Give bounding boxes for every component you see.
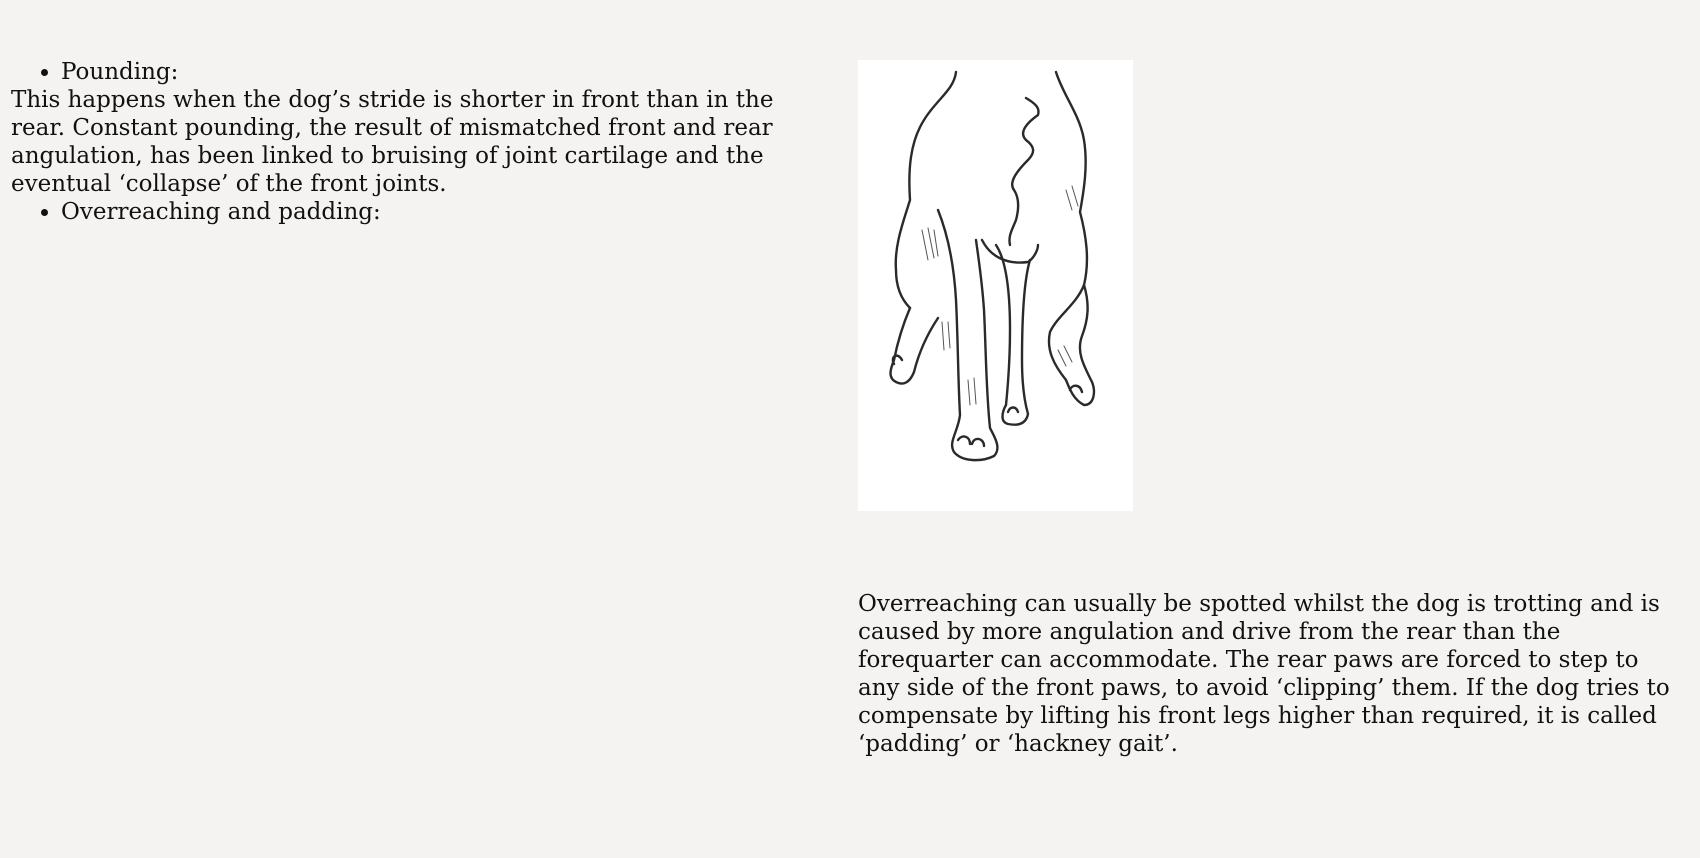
dog-legs-sketch-icon (858, 60, 1133, 511)
overreaching-list (11, 198, 831, 226)
overreaching-paragraph: Overreaching can usually be spotted whilst the dog is trotting and is caused by more angulation and drive from the rear than the forequarter can accommodate. The rear paws are forced to step to any side of the front paws, to avoid ‘clipping’ them. If the dog tries to compensate by lifting his front legs higher than required, it is called ‘padding’ or ‘hackney gait’. (858, 591, 1670, 757)
pounding-list (11, 58, 831, 86)
right-column (858, 60, 1658, 511)
overreaching-heading: • Overreaching and padding: (61, 198, 831, 226)
pounding-heading: • Pounding: (61, 58, 831, 86)
pounding-paragraph: This happens when the dog’s stride is shorter in front than in the rear. Constant pounding, the result of mismatched front and rear angulation, has been linked to bruising of joint cartilage and the eventual ‘collapse’ of the front joints. (11, 87, 774, 197)
left-column (11, 58, 831, 226)
